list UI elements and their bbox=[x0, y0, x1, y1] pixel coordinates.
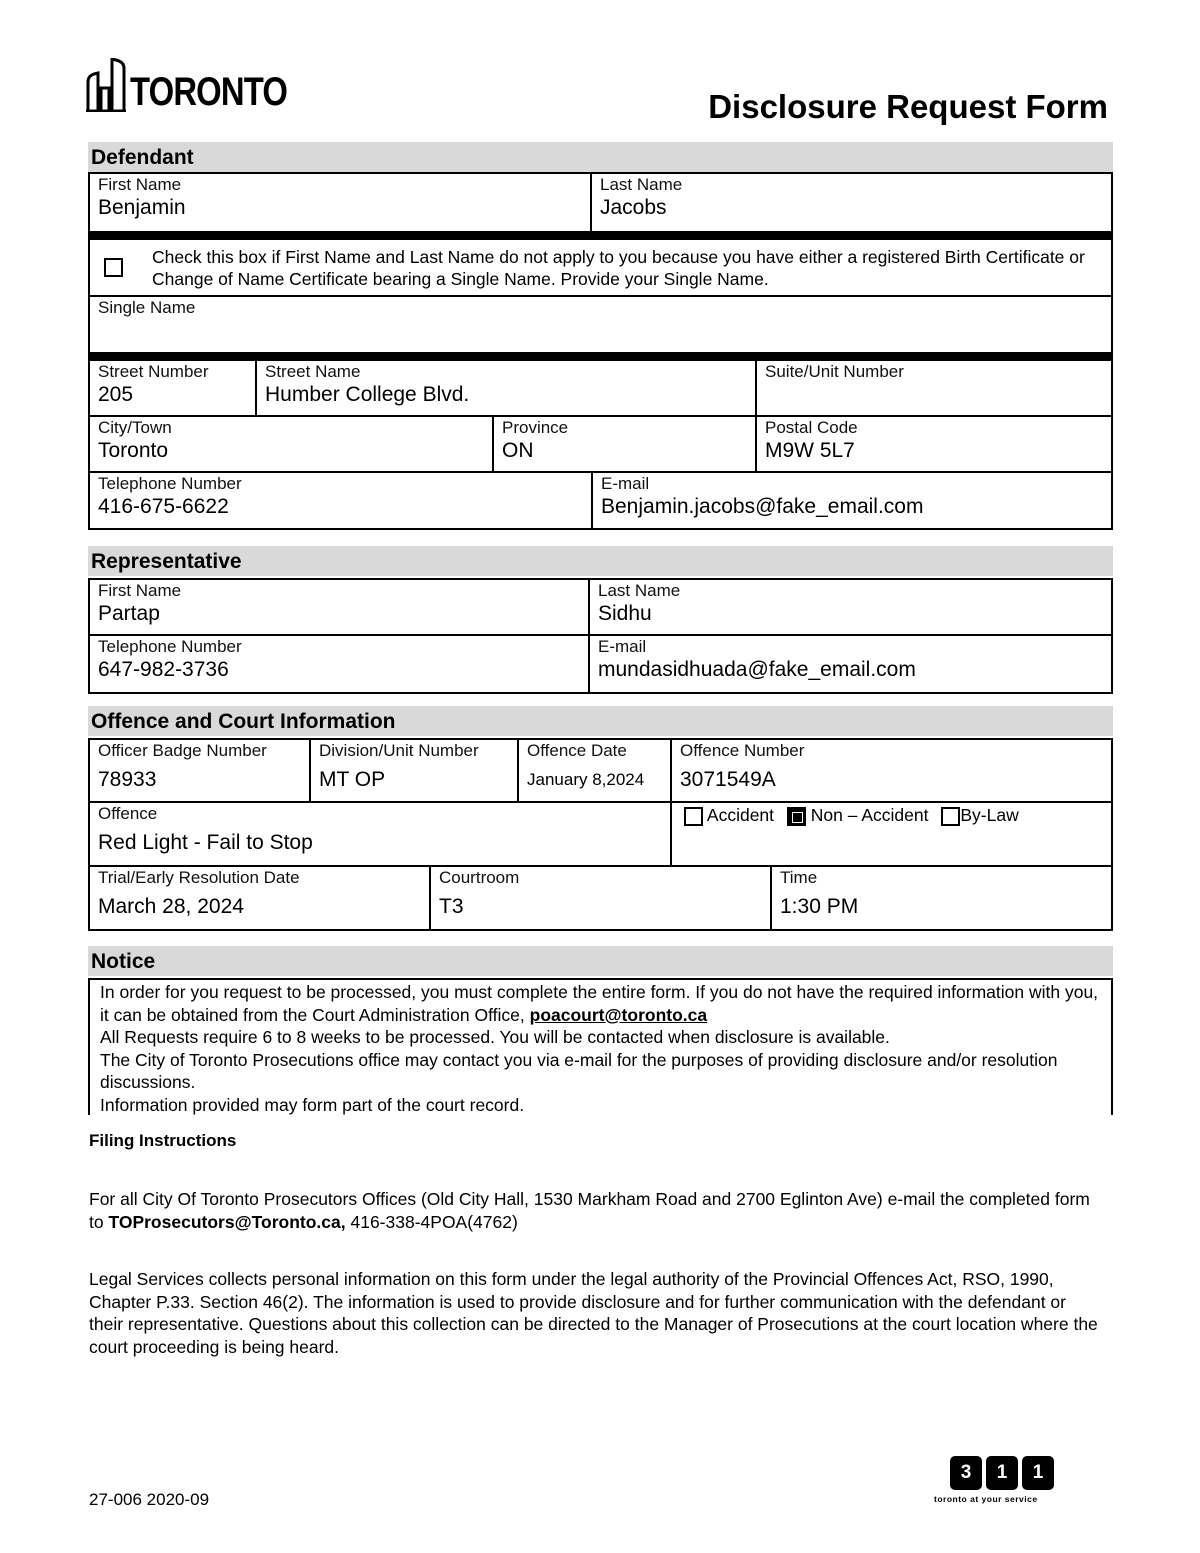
privacy-paragraph: Legal Services collects personal information on this form under the legal authority of the Provincial Offences Act, RSO, 1990, Chapter P.33. Section 46(2). The information is used to provide disclosure and for further communication with the defendant or their representative. Questions about this collection can be directed to the Manager of Prosecutions at the court location where the court proceeding is being heard. bbox=[89, 1269, 1098, 1357]
single-name-field[interactable] bbox=[90, 297, 1111, 352]
field-value: March 28, 2024 bbox=[98, 895, 244, 918]
field-value: Jacobs bbox=[600, 196, 667, 219]
street-number-field[interactable] bbox=[90, 361, 257, 415]
field-label: Offence bbox=[98, 804, 158, 823]
field-label: E-mail bbox=[598, 637, 647, 656]
city-hall-icon bbox=[86, 58, 126, 112]
page-title: Disclosure Request Form bbox=[708, 88, 1108, 125]
defendant-phone-field[interactable] bbox=[90, 473, 593, 528]
trial-date-field[interactable] bbox=[90, 867, 431, 929]
field-label: Trial/Early Resolution Date bbox=[98, 868, 300, 887]
field-label: Officer Badge Number bbox=[98, 741, 267, 760]
field-label: Time bbox=[780, 868, 818, 887]
province-field[interactable] bbox=[494, 417, 757, 471]
badge-number-field[interactable] bbox=[90, 740, 311, 801]
offence-number-field[interactable] bbox=[672, 740, 1111, 801]
field-value: January 8,2024 bbox=[527, 770, 645, 789]
field-label: Suite/Unit Number bbox=[765, 362, 904, 381]
field-label: City/Town bbox=[98, 418, 172, 437]
field-label: Telephone Number bbox=[98, 637, 242, 656]
postal-code-field[interactable] bbox=[757, 417, 1111, 471]
notice-paragraph-3: The City of Toronto Prosecutions office may contact you via e-mail for the purposes of providing disclosure and/or resolution discussions. bbox=[100, 1049, 1058, 1092]
badge-digit: 1 bbox=[986, 1456, 1018, 1490]
offence-section-title: Offence and Court Information bbox=[88, 706, 1113, 736]
offence-field[interactable] bbox=[90, 803, 672, 865]
field-value: 78933 bbox=[98, 768, 157, 791]
bylaw-option[interactable] bbox=[941, 805, 1018, 825]
defendant-section-title: Defendant bbox=[88, 142, 1113, 172]
notice-paragraph-1: In order for you request to be processed, you must complete the entire form. If you do not have the required information with you, it can be obtained from the Court Administration Office, poacourt@toronto.ca bbox=[100, 982, 1099, 1025]
field-label: E-mail bbox=[601, 474, 650, 493]
field-label: First Name bbox=[98, 175, 182, 194]
field-value: Red Light - Fail to Stop bbox=[98, 831, 313, 854]
defendant-box bbox=[88, 172, 1113, 530]
divider bbox=[90, 231, 1111, 240]
field-label: Offence Date bbox=[527, 741, 627, 760]
representative-box bbox=[88, 578, 1113, 694]
representative-section-title: Representative bbox=[88, 546, 1113, 576]
notice-paragraph-2: All Requests require 6 to 8 weeks to be processed. You will be contacted when disclosure is available. bbox=[100, 1027, 890, 1047]
option-label: Accident bbox=[706, 805, 775, 825]
field-value: 416-675-6622 bbox=[98, 495, 229, 518]
filing-instructions-heading: Filing Instructions bbox=[89, 1131, 237, 1150]
logo-wordmark: TORONTO bbox=[130, 70, 288, 114]
accident-option[interactable] bbox=[684, 805, 774, 825]
time-field[interactable] bbox=[772, 867, 1111, 929]
prosecutors-email[interactable]: TOProsecutors@Toronto.ca, bbox=[108, 1211, 346, 1232]
option-label: By-Law bbox=[960, 805, 1019, 825]
single-name-checkbox[interactable] bbox=[104, 258, 123, 277]
defendant-first-name-field[interactable] bbox=[90, 174, 592, 231]
form-code: 27-006 2020-09 bbox=[89, 1490, 210, 1509]
field-value: mundasidhuada@fake_email.com bbox=[598, 658, 916, 681]
city-field[interactable] bbox=[90, 417, 494, 471]
field-value: Benjamin bbox=[98, 196, 186, 219]
non-accident-option[interactable] bbox=[787, 805, 929, 825]
divider bbox=[90, 352, 1111, 361]
field-label: First Name bbox=[98, 581, 182, 600]
field-value: Partap bbox=[98, 602, 160, 625]
suite-unit-field[interactable] bbox=[757, 361, 1111, 415]
rep-first-name-field[interactable] bbox=[90, 580, 590, 634]
field-label: Street Number bbox=[98, 362, 209, 381]
field-label: Last Name bbox=[598, 581, 681, 600]
field-value: Humber College Blvd. bbox=[265, 383, 470, 406]
field-label: Province bbox=[502, 418, 569, 437]
offence-date-field[interactable] bbox=[519, 740, 672, 801]
field-label: Single Name bbox=[98, 298, 196, 317]
rep-phone-field[interactable] bbox=[90, 636, 590, 692]
field-label: Offence Number bbox=[680, 741, 805, 760]
defendant-email-field[interactable] bbox=[593, 473, 1111, 528]
notice-section-title: Notice bbox=[88, 946, 1113, 976]
street-name-field[interactable] bbox=[257, 361, 757, 415]
field-value: ON bbox=[502, 439, 534, 462]
field-value: T3 bbox=[439, 895, 464, 918]
field-value: Benjamin.jacobs@fake_email.com bbox=[601, 495, 924, 518]
badge-digit: 1 bbox=[1022, 1456, 1054, 1490]
field-value: 647-982-3736 bbox=[98, 658, 229, 681]
offence-box bbox=[88, 738, 1113, 931]
toronto-logo bbox=[86, 56, 322, 112]
badge-digit: 3 bbox=[950, 1456, 982, 1490]
field-value: 3071549A bbox=[680, 768, 776, 791]
offence-type-options bbox=[672, 803, 1111, 865]
courtroom-field[interactable] bbox=[431, 867, 772, 929]
rep-last-name-field[interactable] bbox=[590, 580, 1111, 634]
notice-text bbox=[88, 978, 1113, 1115]
field-label: Telephone Number bbox=[98, 474, 242, 493]
defendant-last-name-field[interactable] bbox=[592, 174, 1111, 231]
field-value: 1:30 PM bbox=[780, 895, 859, 918]
non-accident-checkbox[interactable] bbox=[787, 807, 806, 826]
court-admin-email-link[interactable]: poacourt@toronto.ca bbox=[529, 1004, 708, 1025]
field-value: Toronto bbox=[98, 439, 169, 462]
badge-tagline: toronto at your service bbox=[934, 1494, 1038, 1504]
accident-checkbox[interactable] bbox=[684, 807, 703, 826]
field-value: MT OP bbox=[319, 768, 386, 791]
field-label: Street Name bbox=[265, 362, 361, 381]
field-value: M9W 5L7 bbox=[765, 439, 855, 462]
notice-paragraph-4: Information provided may form part of the court record. bbox=[100, 1094, 525, 1115]
field-label: Postal Code bbox=[765, 418, 858, 437]
field-label: Courtroom bbox=[439, 868, 520, 887]
filing-paragraph: For all City Of Toronto Prosecutors Offices (Old City Hall, 1530 Markham Road and 2700 Eglinton Ave) e-mail the completed form to TOProsecutors@Toronto.ca, 416-338-4POA(4762) bbox=[89, 1189, 1090, 1232]
field-label: Last Name bbox=[600, 175, 683, 194]
option-label: Non – Accident bbox=[810, 805, 929, 825]
field-label: Division/Unit Number bbox=[319, 741, 479, 760]
rep-email-field[interactable] bbox=[590, 636, 1111, 692]
field-value: Sidhu bbox=[598, 602, 652, 625]
311-logo bbox=[934, 1456, 1076, 1508]
field-value: 205 bbox=[98, 383, 134, 406]
bylaw-checkbox[interactable] bbox=[941, 807, 960, 826]
single-name-instruction: Check this box if First Name and Last Name do not apply to you because you have either a registered Birth Certificate or Change of Name Certificate bearing a Single Name. Provide your Single Name. bbox=[152, 246, 1085, 289]
division-unit-field[interactable] bbox=[311, 740, 519, 801]
